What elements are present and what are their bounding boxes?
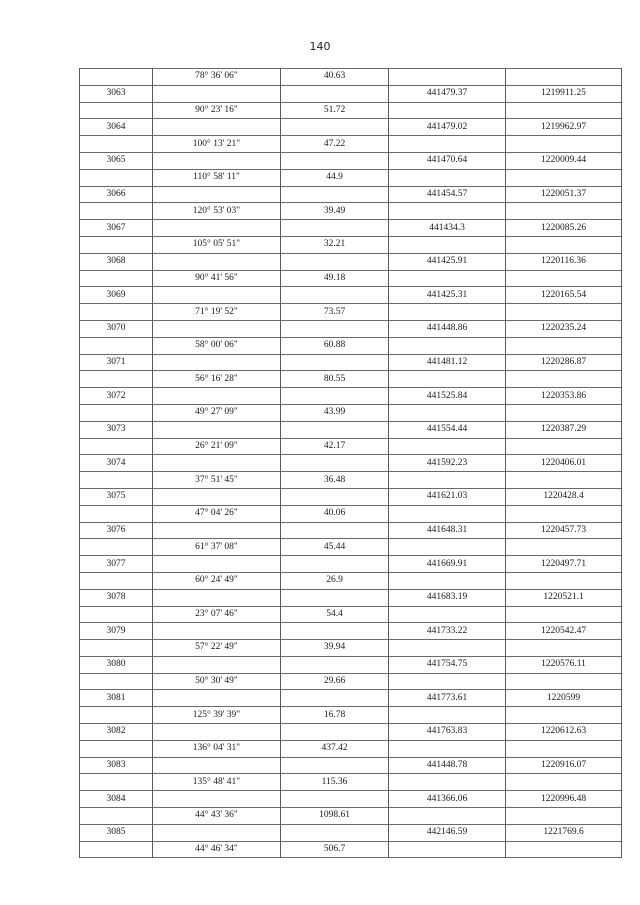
- table-row: [80, 270, 622, 287]
- x-coordinate-cell: 441448.86: [389, 320, 506, 337]
- distance-cell: 437.42: [281, 740, 389, 757]
- y-coordinate-cell: [506, 304, 622, 321]
- table-row: [80, 455, 622, 472]
- point-number-cell: 3084: [80, 791, 153, 808]
- y-coordinate-cell: [506, 371, 622, 388]
- bearing-cell: [153, 220, 281, 237]
- x-coordinate-cell: 441683.19: [389, 589, 506, 606]
- point-number-cell: 3073: [80, 421, 153, 438]
- table-row: [80, 388, 622, 405]
- y-coordinate-cell: 1220457.73: [506, 522, 622, 539]
- y-coordinate-cell: 1220542.47: [506, 623, 622, 640]
- y-coordinate-cell: 1220116.36: [506, 253, 622, 270]
- y-coordinate-cell: 1220996.48: [506, 791, 622, 808]
- x-coordinate-cell: [389, 606, 506, 623]
- y-coordinate-cell: 1220353.86: [506, 388, 622, 405]
- bearing-cell: [153, 152, 281, 169]
- table-row: [80, 707, 622, 724]
- point-number-cell: 3069: [80, 287, 153, 304]
- table-row: [80, 808, 622, 825]
- table-row: [80, 320, 622, 337]
- table-row: [80, 472, 622, 489]
- y-coordinate-cell: 1220599: [506, 690, 622, 707]
- y-coordinate-cell: 1219911.25: [506, 85, 622, 102]
- y-coordinate-cell: 1220612.63: [506, 724, 622, 741]
- distance-cell: 39.94: [281, 640, 389, 657]
- distance-cell: 115.36: [281, 774, 389, 791]
- point-number-cell: [80, 472, 153, 489]
- table-row: [80, 724, 622, 741]
- survey-table: [79, 68, 622, 858]
- bearing-cell: 23° 07' 46": [153, 606, 281, 623]
- distance-cell: 16.78: [281, 707, 389, 724]
- x-coordinate-cell: 441448.78: [389, 757, 506, 774]
- bearing-cell: 78° 36' 06": [153, 69, 281, 86]
- y-coordinate-cell: 1220009.44: [506, 152, 622, 169]
- point-number-cell: 3067: [80, 220, 153, 237]
- bearing-cell: 60° 24' 49": [153, 572, 281, 589]
- x-coordinate-cell: 441470.64: [389, 152, 506, 169]
- distance-cell: [281, 253, 389, 270]
- point-number-cell: 3082: [80, 724, 153, 741]
- distance-cell: [281, 690, 389, 707]
- x-coordinate-cell: [389, 69, 506, 86]
- bearing-cell: 135° 48' 41": [153, 774, 281, 791]
- point-number-cell: [80, 707, 153, 724]
- y-coordinate-cell: 1221769.6: [506, 824, 622, 841]
- table-row: [80, 102, 622, 119]
- table-row: [80, 354, 622, 371]
- table-row: [80, 220, 622, 237]
- distance-cell: [281, 421, 389, 438]
- bearing-cell: [153, 556, 281, 573]
- point-number-cell: [80, 337, 153, 354]
- bearing-cell: 125° 39' 39": [153, 707, 281, 724]
- distance-cell: [281, 656, 389, 673]
- point-number-cell: 3063: [80, 85, 153, 102]
- table-row: [80, 253, 622, 270]
- distance-cell: [281, 287, 389, 304]
- table-row: [80, 69, 622, 86]
- point-number-cell: 3079: [80, 623, 153, 640]
- table-row: [80, 572, 622, 589]
- bearing-cell: [153, 623, 281, 640]
- point-number-cell: [80, 236, 153, 253]
- table-row: [80, 556, 622, 573]
- y-coordinate-cell: [506, 740, 622, 757]
- bearing-cell: 136° 04' 31": [153, 740, 281, 757]
- x-coordinate-cell: 442146.59: [389, 824, 506, 841]
- distance-cell: 73.57: [281, 304, 389, 321]
- x-coordinate-cell: 441754.75: [389, 656, 506, 673]
- point-number-cell: [80, 169, 153, 186]
- bearing-cell: 71° 19' 52": [153, 304, 281, 321]
- distance-cell: 40.63: [281, 69, 389, 86]
- bearing-cell: 90° 23' 16": [153, 102, 281, 119]
- table-row: [80, 236, 622, 253]
- distance-cell: [281, 455, 389, 472]
- y-coordinate-cell: [506, 606, 622, 623]
- x-coordinate-cell: [389, 102, 506, 119]
- point-number-cell: 3072: [80, 388, 153, 405]
- point-number-cell: 3071: [80, 354, 153, 371]
- point-number-cell: 3078: [80, 589, 153, 606]
- y-coordinate-cell: 1220051.37: [506, 186, 622, 203]
- x-coordinate-cell: [389, 438, 506, 455]
- x-coordinate-cell: [389, 371, 506, 388]
- point-number-cell: 3068: [80, 253, 153, 270]
- y-coordinate-cell: [506, 169, 622, 186]
- distance-cell: [281, 186, 389, 203]
- x-coordinate-cell: 441479.02: [389, 119, 506, 136]
- x-coordinate-cell: [389, 203, 506, 220]
- x-coordinate-cell: [389, 808, 506, 825]
- distance-cell: [281, 220, 389, 237]
- point-number-cell: [80, 640, 153, 657]
- table-row: [80, 287, 622, 304]
- x-coordinate-cell: [389, 505, 506, 522]
- table-row: [80, 438, 622, 455]
- point-number-cell: [80, 539, 153, 556]
- distance-cell: 36.48: [281, 472, 389, 489]
- table-row: [80, 774, 622, 791]
- x-coordinate-cell: 441669.91: [389, 556, 506, 573]
- bearing-cell: [153, 421, 281, 438]
- point-number-cell: [80, 404, 153, 421]
- table-row: [80, 136, 622, 153]
- table-row: [80, 740, 622, 757]
- y-coordinate-cell: [506, 203, 622, 220]
- table-row: [80, 421, 622, 438]
- x-coordinate-cell: [389, 539, 506, 556]
- y-coordinate-cell: 1220576.11: [506, 656, 622, 673]
- point-number-cell: 3075: [80, 488, 153, 505]
- point-number-cell: 3070: [80, 320, 153, 337]
- bearing-cell: [153, 186, 281, 203]
- bearing-cell: 120° 53' 03": [153, 203, 281, 220]
- point-number-cell: [80, 572, 153, 589]
- table-row: [80, 203, 622, 220]
- distance-cell: [281, 354, 389, 371]
- distance-cell: 39.49: [281, 203, 389, 220]
- point-number-cell: [80, 69, 153, 86]
- distance-cell: [281, 757, 389, 774]
- bearing-cell: 57° 22' 49": [153, 640, 281, 657]
- x-coordinate-cell: 441525.84: [389, 388, 506, 405]
- distance-cell: 54.4: [281, 606, 389, 623]
- point-number-cell: [80, 606, 153, 623]
- distance-cell: [281, 556, 389, 573]
- y-coordinate-cell: [506, 236, 622, 253]
- distance-cell: 29.66: [281, 673, 389, 690]
- bearing-cell: 58° 00' 06": [153, 337, 281, 354]
- distance-cell: 40.06: [281, 505, 389, 522]
- bearing-cell: 49° 27' 09": [153, 404, 281, 421]
- distance-cell: [281, 522, 389, 539]
- table-row: [80, 791, 622, 808]
- x-coordinate-cell: [389, 673, 506, 690]
- bearing-cell: [153, 488, 281, 505]
- y-coordinate-cell: [506, 841, 622, 858]
- y-coordinate-cell: [506, 438, 622, 455]
- x-coordinate-cell: 441648.31: [389, 522, 506, 539]
- bearing-cell: 37° 51' 45": [153, 472, 281, 489]
- y-coordinate-cell: [506, 572, 622, 589]
- point-number-cell: [80, 740, 153, 757]
- point-number-cell: [80, 438, 153, 455]
- bearing-cell: [153, 757, 281, 774]
- x-coordinate-cell: [389, 136, 506, 153]
- point-number-cell: [80, 774, 153, 791]
- bearing-cell: 44° 43' 36": [153, 808, 281, 825]
- bearing-cell: 50° 30' 49": [153, 673, 281, 690]
- x-coordinate-cell: [389, 236, 506, 253]
- point-number-cell: [80, 136, 153, 153]
- x-coordinate-cell: [389, 707, 506, 724]
- distance-cell: [281, 119, 389, 136]
- bearing-cell: 110° 58' 11": [153, 169, 281, 186]
- x-coordinate-cell: 441425.91: [389, 253, 506, 270]
- x-coordinate-cell: 441554.44: [389, 421, 506, 438]
- y-coordinate-cell: [506, 808, 622, 825]
- y-coordinate-cell: 1220387.29: [506, 421, 622, 438]
- point-number-cell: [80, 203, 153, 220]
- bearing-cell: 61° 37' 08": [153, 539, 281, 556]
- bearing-cell: 26° 21' 09": [153, 438, 281, 455]
- x-coordinate-cell: 441479.37: [389, 85, 506, 102]
- x-coordinate-cell: [389, 572, 506, 589]
- table-row: [80, 488, 622, 505]
- x-coordinate-cell: 441454.57: [389, 186, 506, 203]
- distance-cell: 51.72: [281, 102, 389, 119]
- point-number-cell: [80, 673, 153, 690]
- bearing-cell: [153, 85, 281, 102]
- y-coordinate-cell: 1220406.01: [506, 455, 622, 472]
- point-number-cell: 3065: [80, 152, 153, 169]
- point-number-cell: 3066: [80, 186, 153, 203]
- table-row: [80, 539, 622, 556]
- x-coordinate-cell: 441621.03: [389, 488, 506, 505]
- bearing-cell: [153, 388, 281, 405]
- y-coordinate-cell: [506, 472, 622, 489]
- y-coordinate-cell: 1220428.4: [506, 488, 622, 505]
- table-row: [80, 690, 622, 707]
- table-row: [80, 505, 622, 522]
- table-row: [80, 152, 622, 169]
- table-row: [80, 371, 622, 388]
- distance-cell: 49.18: [281, 270, 389, 287]
- table-row: [80, 169, 622, 186]
- y-coordinate-cell: [506, 774, 622, 791]
- bearing-cell: [153, 656, 281, 673]
- distance-cell: [281, 791, 389, 808]
- x-coordinate-cell: 441773.61: [389, 690, 506, 707]
- distance-cell: [281, 824, 389, 841]
- bearing-cell: [153, 320, 281, 337]
- table-row: [80, 119, 622, 136]
- y-coordinate-cell: [506, 707, 622, 724]
- point-number-cell: 3076: [80, 522, 153, 539]
- y-coordinate-cell: 1219962.97: [506, 119, 622, 136]
- x-coordinate-cell: 441366.06: [389, 791, 506, 808]
- bearing-cell: [153, 455, 281, 472]
- x-coordinate-cell: [389, 740, 506, 757]
- bearing-cell: 90° 41' 56": [153, 270, 281, 287]
- x-coordinate-cell: [389, 774, 506, 791]
- table-row: [80, 85, 622, 102]
- table-row: [80, 337, 622, 354]
- point-number-cell: 3081: [80, 690, 153, 707]
- point-number-cell: 3080: [80, 656, 153, 673]
- survey-table-body: [80, 69, 622, 858]
- table-row: [80, 757, 622, 774]
- bearing-cell: [153, 589, 281, 606]
- distance-cell: [281, 320, 389, 337]
- distance-cell: [281, 488, 389, 505]
- y-coordinate-cell: [506, 640, 622, 657]
- distance-cell: 42.17: [281, 438, 389, 455]
- table-row: [80, 673, 622, 690]
- point-number-cell: [80, 102, 153, 119]
- x-coordinate-cell: [389, 169, 506, 186]
- bearing-cell: [153, 522, 281, 539]
- table-row: [80, 841, 622, 858]
- point-number-cell: [80, 371, 153, 388]
- y-coordinate-cell: [506, 136, 622, 153]
- point-number-cell: [80, 808, 153, 825]
- distance-cell: 43.99: [281, 404, 389, 421]
- x-coordinate-cell: [389, 270, 506, 287]
- distance-cell: 26.9: [281, 572, 389, 589]
- y-coordinate-cell: 1220521.1: [506, 589, 622, 606]
- point-number-cell: 3074: [80, 455, 153, 472]
- x-coordinate-cell: [389, 337, 506, 354]
- x-coordinate-cell: [389, 640, 506, 657]
- y-coordinate-cell: 1220286.87: [506, 354, 622, 371]
- x-coordinate-cell: [389, 841, 506, 858]
- distance-cell: 45.44: [281, 539, 389, 556]
- bearing-cell: 44° 46' 34": [153, 841, 281, 858]
- y-coordinate-cell: 1220235.24: [506, 320, 622, 337]
- y-coordinate-cell: 1220497.71: [506, 556, 622, 573]
- distance-cell: [281, 388, 389, 405]
- y-coordinate-cell: [506, 337, 622, 354]
- distance-cell: [281, 85, 389, 102]
- point-number-cell: [80, 841, 153, 858]
- bearing-cell: [153, 287, 281, 304]
- y-coordinate-cell: 1220916.07: [506, 757, 622, 774]
- distance-cell: 506.7: [281, 841, 389, 858]
- y-coordinate-cell: [506, 404, 622, 421]
- bearing-cell: [153, 354, 281, 371]
- bearing-cell: [153, 724, 281, 741]
- distance-cell: 80.55: [281, 371, 389, 388]
- bearing-cell: [153, 253, 281, 270]
- bearing-cell: [153, 791, 281, 808]
- distance-cell: [281, 589, 389, 606]
- distance-cell: [281, 152, 389, 169]
- y-coordinate-cell: [506, 539, 622, 556]
- y-coordinate-cell: [506, 673, 622, 690]
- bearing-cell: 56° 16' 28": [153, 371, 281, 388]
- distance-cell: 1098.61: [281, 808, 389, 825]
- x-coordinate-cell: [389, 304, 506, 321]
- y-coordinate-cell: [506, 102, 622, 119]
- x-coordinate-cell: 441733.22: [389, 623, 506, 640]
- table-row: [80, 824, 622, 841]
- bearing-cell: 100° 13' 21": [153, 136, 281, 153]
- table-row: [80, 606, 622, 623]
- distance-cell: [281, 623, 389, 640]
- table-row: [80, 304, 622, 321]
- x-coordinate-cell: 441592.23: [389, 455, 506, 472]
- table-row: [80, 186, 622, 203]
- bearing-cell: [153, 119, 281, 136]
- y-coordinate-cell: [506, 505, 622, 522]
- x-coordinate-cell: 441481.12: [389, 354, 506, 371]
- table-row: [80, 522, 622, 539]
- distance-cell: 47.22: [281, 136, 389, 153]
- y-coordinate-cell: [506, 69, 622, 86]
- distance-cell: 44.9: [281, 169, 389, 186]
- page-number: 140: [309, 40, 331, 53]
- y-coordinate-cell: 1220165.54: [506, 287, 622, 304]
- table-row: [80, 404, 622, 421]
- x-coordinate-cell: 441763.83: [389, 724, 506, 741]
- point-number-cell: 3085: [80, 824, 153, 841]
- bearing-cell: [153, 690, 281, 707]
- point-number-cell: [80, 304, 153, 321]
- bearing-cell: [153, 824, 281, 841]
- x-coordinate-cell: [389, 404, 506, 421]
- x-coordinate-cell: 441425.31: [389, 287, 506, 304]
- distance-cell: [281, 724, 389, 741]
- x-coordinate-cell: 441434.3: [389, 220, 506, 237]
- distance-cell: 32.21: [281, 236, 389, 253]
- point-number-cell: 3077: [80, 556, 153, 573]
- bearing-cell: 47° 04' 26": [153, 505, 281, 522]
- bearing-cell: 105° 05' 51": [153, 236, 281, 253]
- table-row: [80, 589, 622, 606]
- point-number-cell: 3064: [80, 119, 153, 136]
- y-coordinate-cell: 1220085.26: [506, 220, 622, 237]
- point-number-cell: [80, 270, 153, 287]
- table-row: [80, 656, 622, 673]
- point-number-cell: 3083: [80, 757, 153, 774]
- table-row: [80, 623, 622, 640]
- distance-cell: 60.88: [281, 337, 389, 354]
- table-row: [80, 640, 622, 657]
- y-coordinate-cell: [506, 270, 622, 287]
- x-coordinate-cell: [389, 472, 506, 489]
- point-number-cell: [80, 505, 153, 522]
